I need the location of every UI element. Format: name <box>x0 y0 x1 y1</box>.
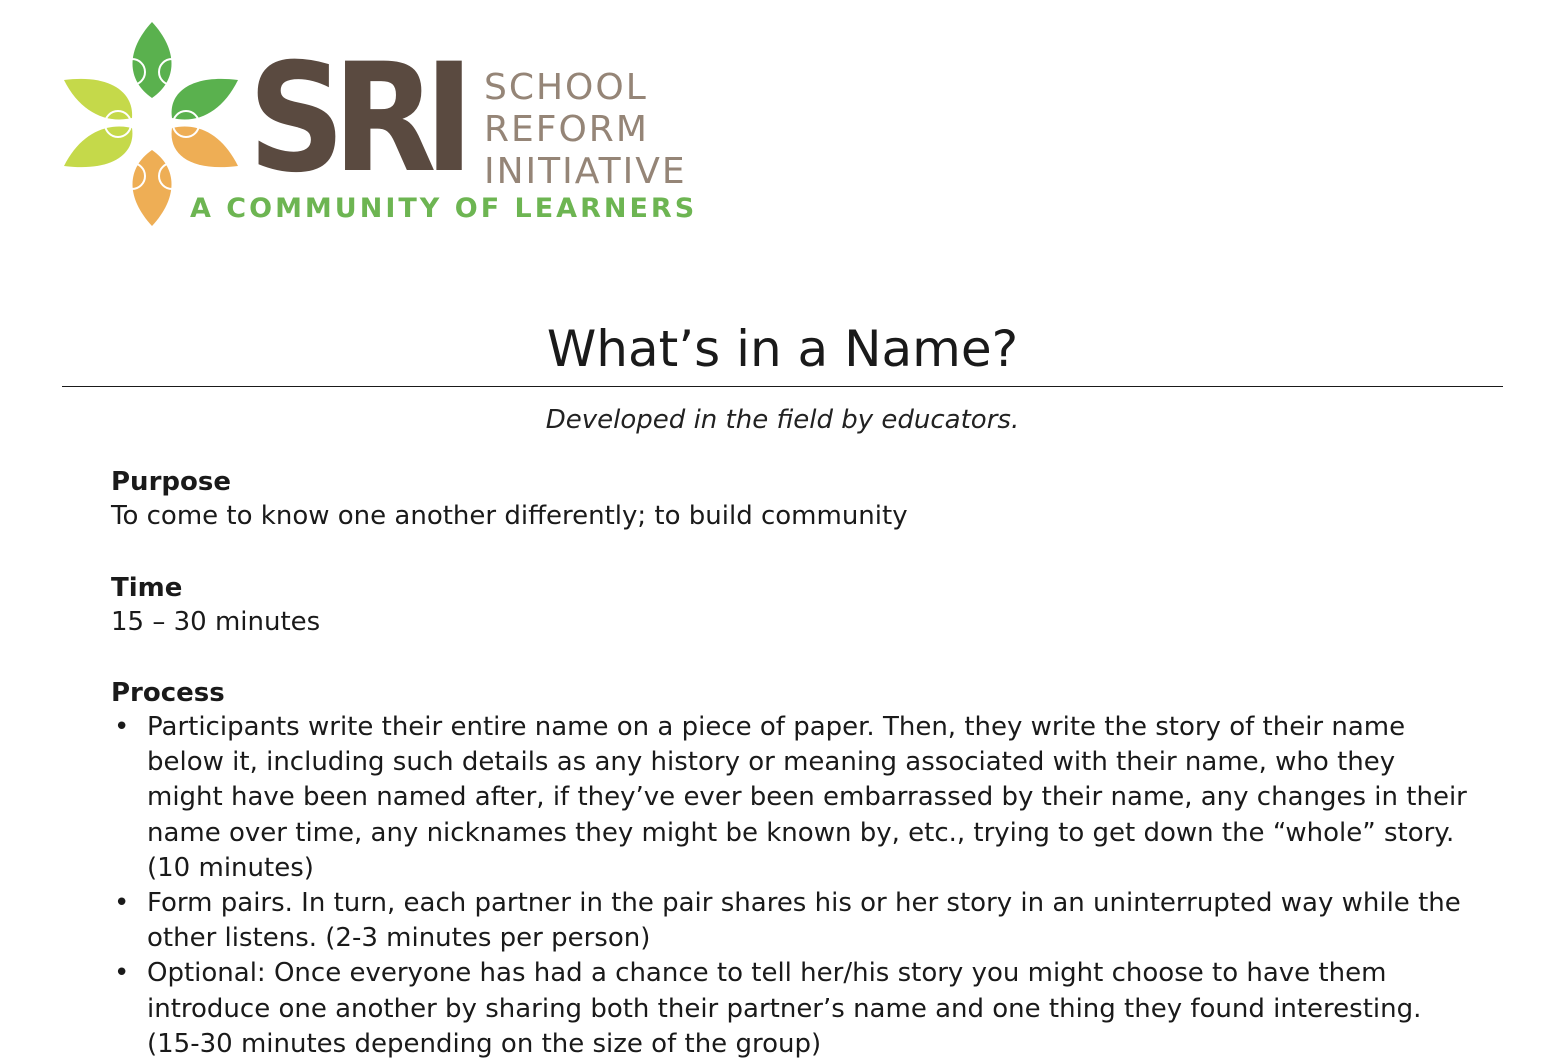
purpose-heading: Purpose <box>111 467 231 497</box>
purpose-text: To come to know one another differently; to build community <box>111 501 908 531</box>
title-divider <box>62 386 1503 387</box>
logo-organization-name <box>484 67 687 193</box>
bullet-icon: • <box>114 712 130 742</box>
time-section <box>111 571 1471 640</box>
process-step-1-text: Participants write their entire name on a piece of paper. Then, they write the story of their name below it, including such details as any history or meaning associated with their name, who they might have been named after, if they’ve ever been embarrassed by their name, any changes in their name over time, any nicknames they might be known by, etc., trying to get down the “whole” story. (10 minutes) <box>147 712 1467 883</box>
process-section <box>111 676 1471 1062</box>
petal-lower-left <box>64 127 132 168</box>
petal-lower-right <box>172 127 238 168</box>
process-step-2-text: Form pairs. In turn, each partner in the pair shares his or her story in an uninterrupted way while the other listens. (2-3 minutes per person) <box>147 888 1461 954</box>
logo-tagline: A COMMUNITY OF LEARNERS <box>190 193 698 224</box>
bullet-icon: • <box>114 958 130 989</box>
page-title: What’s in a Name? <box>546 320 1019 378</box>
logo-name-line-2: REFORM <box>484 109 649 150</box>
logo-name-line-3: INITIATIVE <box>484 151 687 192</box>
logo-name-line-1: SCHOOL <box>484 67 648 108</box>
list-item <box>111 886 1471 956</box>
petal-upper-right <box>172 79 238 120</box>
list-item <box>111 956 1471 1062</box>
time-heading: Time <box>111 573 183 603</box>
logo-abbreviation: SRI <box>248 32 462 206</box>
process-heading: Process <box>111 678 225 708</box>
bullet-icon: • <box>114 888 130 919</box>
page-subtitle: Developed in the field by educators. <box>545 405 1020 435</box>
process-steps-list <box>111 710 1471 1062</box>
petal-upper-left <box>64 79 132 120</box>
list-item <box>111 710 1471 886</box>
time-text: 15 – 30 minutes <box>111 607 321 637</box>
process-step-3-text: Optional: Once everyone has had a chance to tell her/his story you might choose to have them introduce one another by sharing both their partner’s name and one thing they found interesting. (15-30 minutes depending on the size of the group) <box>147 958 1422 1059</box>
sri-logo <box>60 18 720 230</box>
purpose-section <box>111 465 1471 534</box>
